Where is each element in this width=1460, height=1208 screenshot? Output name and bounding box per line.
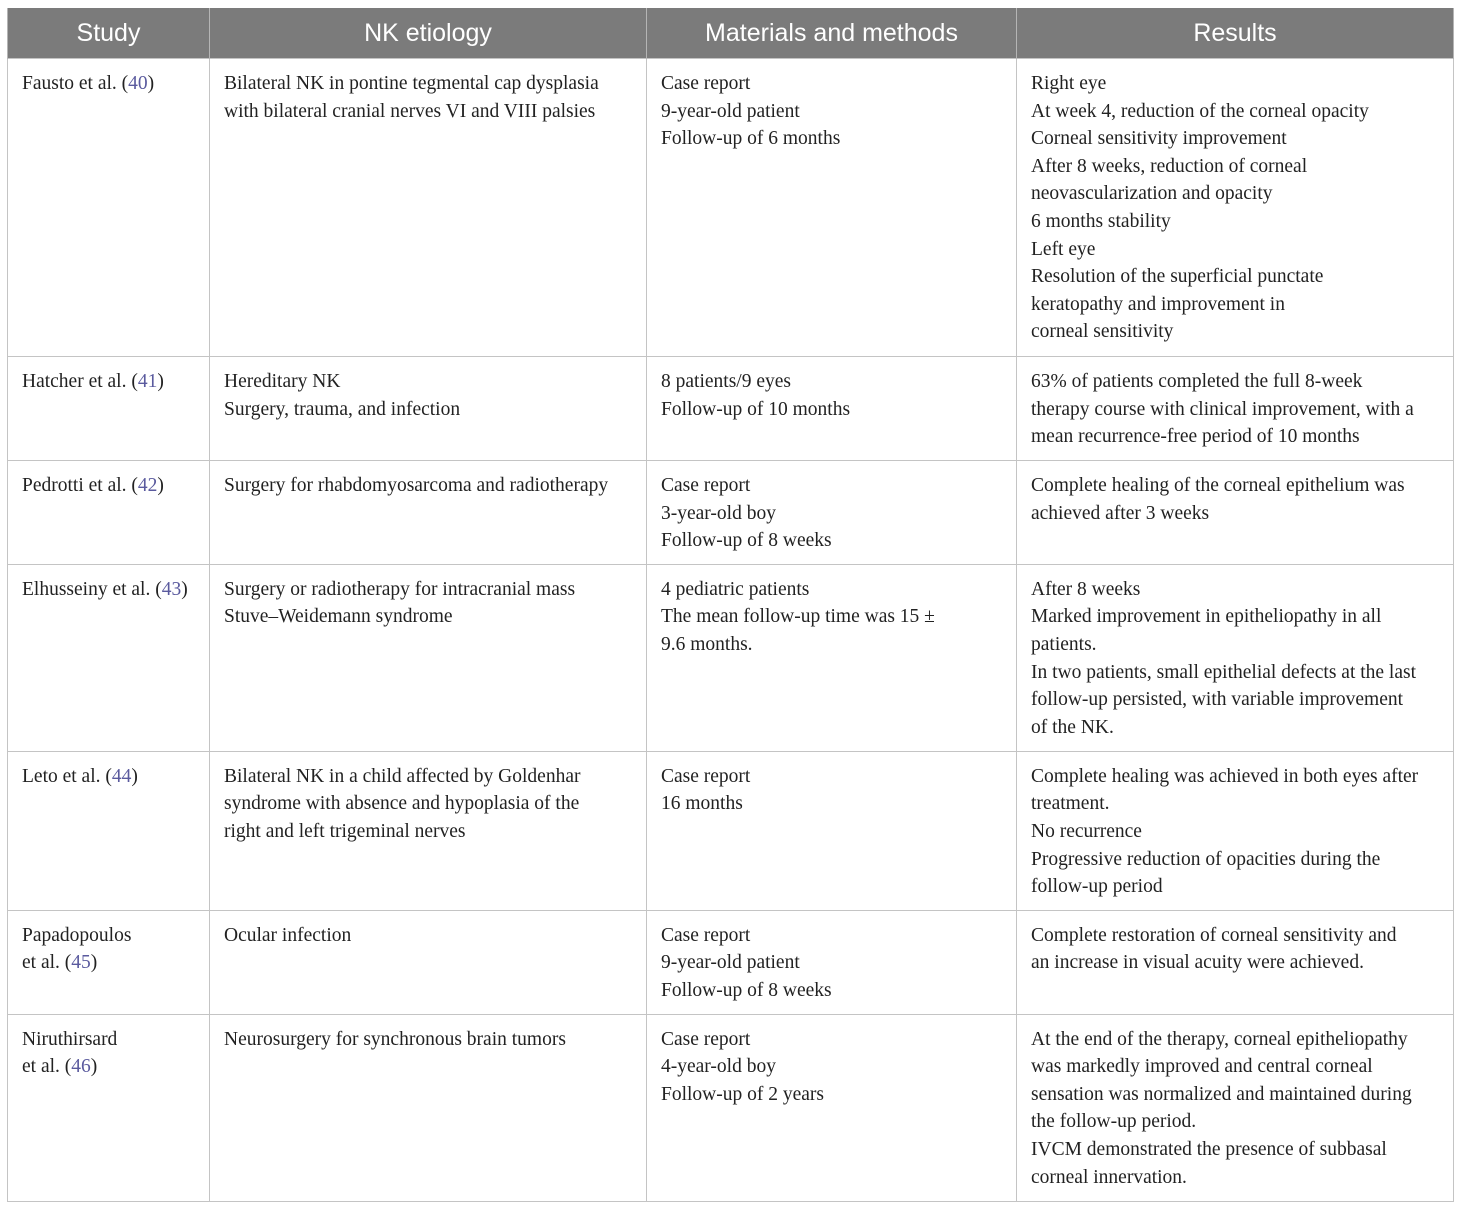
methods-line: Follow-up of 2 years — [661, 1083, 825, 1105]
etiology-cell — [210, 751, 647, 910]
methods-line: 3-year-old boy — [661, 502, 776, 524]
results-line: corneal innervation. — [1031, 1166, 1187, 1188]
methods-line: 4 pediatric patients — [661, 578, 810, 600]
study-paren: ) — [90, 1056, 98, 1078]
results-line: an increase in visual acuity were achieved. — [1031, 952, 1364, 974]
etiology-line: Hereditary NK — [224, 371, 341, 392]
table-row — [8, 357, 1454, 461]
results-line: achieved after 3 weeks — [1031, 502, 1210, 524]
methods-line: Follow-up of 8 weeks — [661, 979, 832, 1001]
study-paren: ) — [181, 578, 188, 600]
results-line: 6 months stability — [1031, 210, 1171, 232]
methods-cell — [647, 357, 1017, 461]
table-row — [8, 564, 1454, 751]
results-line: No recurrence — [1031, 820, 1142, 842]
study-author: et al. ( — [22, 952, 72, 974]
etiology-line: Ocular infection — [224, 924, 352, 946]
table-row — [8, 461, 1454, 565]
methods-line: Case report — [661, 924, 751, 946]
etiology-line: right and left trigeminal nerves — [224, 820, 466, 842]
header-results: Results — [1017, 8, 1454, 59]
study-cell — [8, 357, 210, 461]
study-paren: ) — [90, 952, 98, 974]
methods-cell — [647, 751, 1017, 910]
results-line: In two patients, small epithelial defects at the last — [1031, 661, 1417, 683]
study-author: Papadopoulos — [22, 924, 132, 946]
study-author: Pedrotti et al. ( — [22, 475, 138, 496]
table-row — [8, 751, 1454, 910]
results-line: IVCM demonstrated the presence of subbasal — [1031, 1138, 1387, 1160]
results-line: of the NK. — [1031, 716, 1114, 738]
study-author: Niruthirsard — [22, 1028, 118, 1050]
header-study: Study — [8, 8, 210, 59]
study-cell — [8, 461, 210, 565]
citation-link[interactable]: 44 — [111, 765, 132, 787]
table-row — [8, 59, 1454, 357]
etiology-line: Surgery, trauma, and infection — [224, 398, 461, 420]
header-row — [8, 8, 1454, 59]
study-author: Fausto et al. ( — [22, 73, 129, 94]
methods-line: Follow-up of 10 months — [661, 398, 851, 420]
results-line: Resolution of the superficial punctate — [1031, 266, 1324, 288]
studies-table — [7, 8, 1454, 1202]
results-cell — [1017, 910, 1454, 1014]
methods-line: 9.6 months. — [661, 633, 753, 655]
study-author: Hatcher et al. ( — [22, 371, 138, 392]
methods-line: The mean follow-up time was 15 ± — [661, 606, 935, 628]
study-cell — [8, 59, 210, 357]
methods-line: Case report — [661, 765, 751, 787]
etiology-cell — [210, 1014, 647, 1201]
etiology-line: Bilateral NK in pontine tegmental cap dysplasia — [224, 73, 599, 94]
etiology-cell — [210, 461, 647, 565]
etiology-line: Stuve–Weidemann syndrome — [224, 606, 453, 628]
results-line: was markedly improved and central corneal — [1031, 1056, 1373, 1078]
results-cell — [1017, 751, 1454, 910]
results-cell — [1017, 1014, 1454, 1201]
results-cell — [1017, 564, 1454, 751]
results-cell — [1017, 461, 1454, 565]
results-line: Corneal sensitivity improvement — [1031, 128, 1287, 150]
results-cell — [1017, 59, 1454, 357]
citation-link[interactable]: 45 — [71, 952, 91, 974]
methods-line: Follow-up of 6 months — [661, 128, 841, 150]
header-nk-etiology: NK etiology — [210, 8, 647, 59]
study-cell — [8, 1014, 210, 1201]
results-line: At week 4, reduction of the corneal opacity — [1031, 100, 1369, 122]
results-line: At the end of the therapy, corneal epitheliopathy — [1031, 1028, 1408, 1050]
results-line: Left eye — [1031, 238, 1096, 260]
methods-line: 4-year-old boy — [661, 1056, 776, 1078]
results-line: Right eye — [1031, 73, 1107, 94]
citation-link[interactable]: 46 — [71, 1056, 91, 1078]
results-cell — [1017, 357, 1454, 461]
results-line: Progressive reduction of opacities during the — [1031, 848, 1381, 870]
results-line: sensation was normalized and maintained during — [1031, 1083, 1412, 1105]
results-line: therapy course with clinical improvement, with a — [1031, 398, 1414, 420]
methods-line: Case report — [661, 73, 751, 94]
etiology-line: syndrome with absence and hypoplasia of the — [224, 793, 580, 815]
methods-line: 9-year-old patient — [661, 952, 800, 974]
results-line: Marked improvement in epitheliopathy in all — [1031, 606, 1382, 628]
study-cell — [8, 910, 210, 1014]
study-author: Elhusseiny et al. ( — [22, 578, 162, 600]
etiology-line: Bilateral NK in a child affected by Goldenhar — [224, 765, 581, 787]
results-line: Complete healing was achieved in both eyes after — [1031, 765, 1419, 787]
methods-cell — [647, 564, 1017, 751]
etiology-line: Surgery or radiotherapy for intracranial mass — [224, 578, 576, 600]
study-paren: ) — [147, 73, 155, 94]
methods-line: 16 months — [661, 793, 743, 815]
results-line: follow-up persisted, with variable improvement — [1031, 689, 1404, 711]
study-paren: ) — [157, 371, 164, 392]
table-row — [8, 910, 1454, 1014]
results-line: After 8 weeks, reduction of corneal — [1031, 155, 1308, 177]
etiology-cell — [210, 357, 647, 461]
methods-line: 9-year-old patient — [661, 100, 800, 122]
etiology-line: with bilateral cranial nerves VI and VIII palsies — [224, 100, 596, 122]
study-paren: ) — [131, 765, 138, 787]
results-line: keratopathy and improvement in — [1031, 293, 1285, 315]
study-author: et al. ( — [22, 1056, 72, 1078]
methods-line: Follow-up of 8 weeks — [661, 530, 832, 552]
methods-cell — [647, 910, 1017, 1014]
table-row — [8, 1014, 1454, 1201]
etiology-line: Surgery for rhabdomyosarcoma and radiotherapy — [224, 475, 609, 496]
methods-line: Case report — [661, 1028, 751, 1050]
methods-line: 8 patients/9 eyes — [661, 371, 791, 392]
study-cell — [8, 564, 210, 751]
study-author: Leto et al. ( — [22, 765, 112, 787]
etiology-line: Neurosurgery for synchronous brain tumors — [224, 1028, 566, 1050]
etiology-cell — [210, 564, 647, 751]
methods-line: Case report — [661, 475, 751, 496]
results-line: corneal sensitivity — [1031, 321, 1174, 343]
study-cell — [8, 751, 210, 910]
methods-cell — [647, 1014, 1017, 1201]
results-line: treatment. — [1031, 793, 1110, 815]
results-line: Complete healing of the corneal epithelium was — [1031, 475, 1405, 496]
results-line: follow-up period — [1031, 876, 1163, 898]
etiology-cell — [210, 910, 647, 1014]
etiology-cell — [210, 59, 647, 357]
header-materials-methods: Materials and methods — [647, 8, 1017, 59]
results-line: After 8 weeks — [1031, 578, 1141, 600]
citation-link[interactable]: 43 — [161, 578, 182, 600]
results-line: 63% of patients completed the full 8-week — [1031, 371, 1363, 392]
methods-cell — [647, 59, 1017, 357]
methods-cell — [647, 461, 1017, 565]
results-line: patients. — [1031, 633, 1097, 655]
citation-link[interactable]: 40 — [128, 73, 148, 94]
results-line: mean recurrence-free period of 10 months — [1031, 426, 1360, 448]
citation-link[interactable]: 42 — [137, 475, 158, 496]
results-line: Complete restoration of corneal sensitivity and — [1031, 924, 1397, 946]
results-line: neovascularization and opacity — [1031, 183, 1273, 205]
citation-link[interactable]: 41 — [137, 371, 158, 392]
results-line: the follow-up period. — [1031, 1111, 1197, 1133]
study-paren: ) — [157, 475, 164, 496]
